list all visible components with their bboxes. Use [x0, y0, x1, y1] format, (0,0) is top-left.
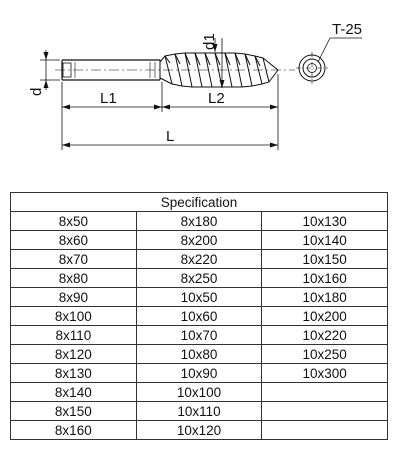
table-cell: 8x150: [11, 402, 137, 421]
table-cell: 10x60: [136, 307, 262, 326]
table-row: [11, 212, 388, 231]
table-body: [11, 212, 388, 440]
table-cell: 8x60: [11, 231, 137, 250]
table-cell: 8x160: [11, 421, 137, 440]
table-cell: 10x180: [262, 288, 388, 307]
table-cell: 10x90: [136, 364, 262, 383]
table-cell: 10x80: [136, 345, 262, 364]
table-cell: 10x300: [262, 364, 388, 383]
table-row: [11, 231, 388, 250]
table-cell: 8x50: [11, 212, 137, 231]
drive-leader-line: [318, 38, 330, 62]
table-cell: 10x160: [262, 269, 388, 288]
table-cell: 8x110: [11, 326, 137, 345]
table-cell: 10x70: [136, 326, 262, 345]
table-row: [11, 364, 388, 383]
table-cell: 10x120: [136, 421, 262, 440]
table-cell: 10x200: [262, 307, 388, 326]
label-d1: d1: [201, 33, 218, 50]
table-row: [11, 383, 388, 402]
table-cell: [262, 402, 388, 421]
table-cell: 8x220: [136, 250, 262, 269]
table-cell: 10x50: [136, 288, 262, 307]
table-cell: 8x100: [11, 307, 137, 326]
table-cell: 8x140: [11, 383, 137, 402]
table-title: Specification: [11, 193, 388, 212]
label-l2: L2: [208, 90, 225, 107]
label-l: L: [166, 128, 175, 145]
table-cell: 10x250: [262, 345, 388, 364]
end-view: [296, 38, 362, 84]
table-row: [11, 421, 388, 440]
specification-table: [10, 192, 388, 440]
table-cell: 8x120: [11, 345, 137, 364]
table-cell: 8x130: [11, 364, 137, 383]
table-cell: [262, 383, 388, 402]
table-cell: 8x180: [136, 212, 262, 231]
table-cell: 8x200: [136, 231, 262, 250]
table-cell: 10x140: [262, 231, 388, 250]
label-d: d: [28, 87, 45, 96]
table-cell: 10x110: [136, 402, 262, 421]
table-row: [11, 288, 388, 307]
label-l1: L1: [100, 90, 117, 107]
table-cell: 10x130: [262, 212, 388, 231]
label-drive: T-25: [332, 21, 363, 38]
technical-drawing: [0, 0, 400, 180]
table-cell: 10x220: [262, 326, 388, 345]
table-row: [11, 269, 388, 288]
table-row: [11, 345, 388, 364]
table-cell: 8x250: [136, 269, 262, 288]
table-row: [11, 250, 388, 269]
table-row: [11, 326, 388, 345]
table-cell: 8x70: [11, 250, 137, 269]
table-cell: 10x100: [136, 383, 262, 402]
table-cell: 10x150: [262, 250, 388, 269]
table-row: [11, 307, 388, 326]
table-row: [11, 402, 388, 421]
table-cell: 8x80: [11, 269, 137, 288]
table-cell: 8x90: [11, 288, 137, 307]
table-cell: [262, 421, 388, 440]
